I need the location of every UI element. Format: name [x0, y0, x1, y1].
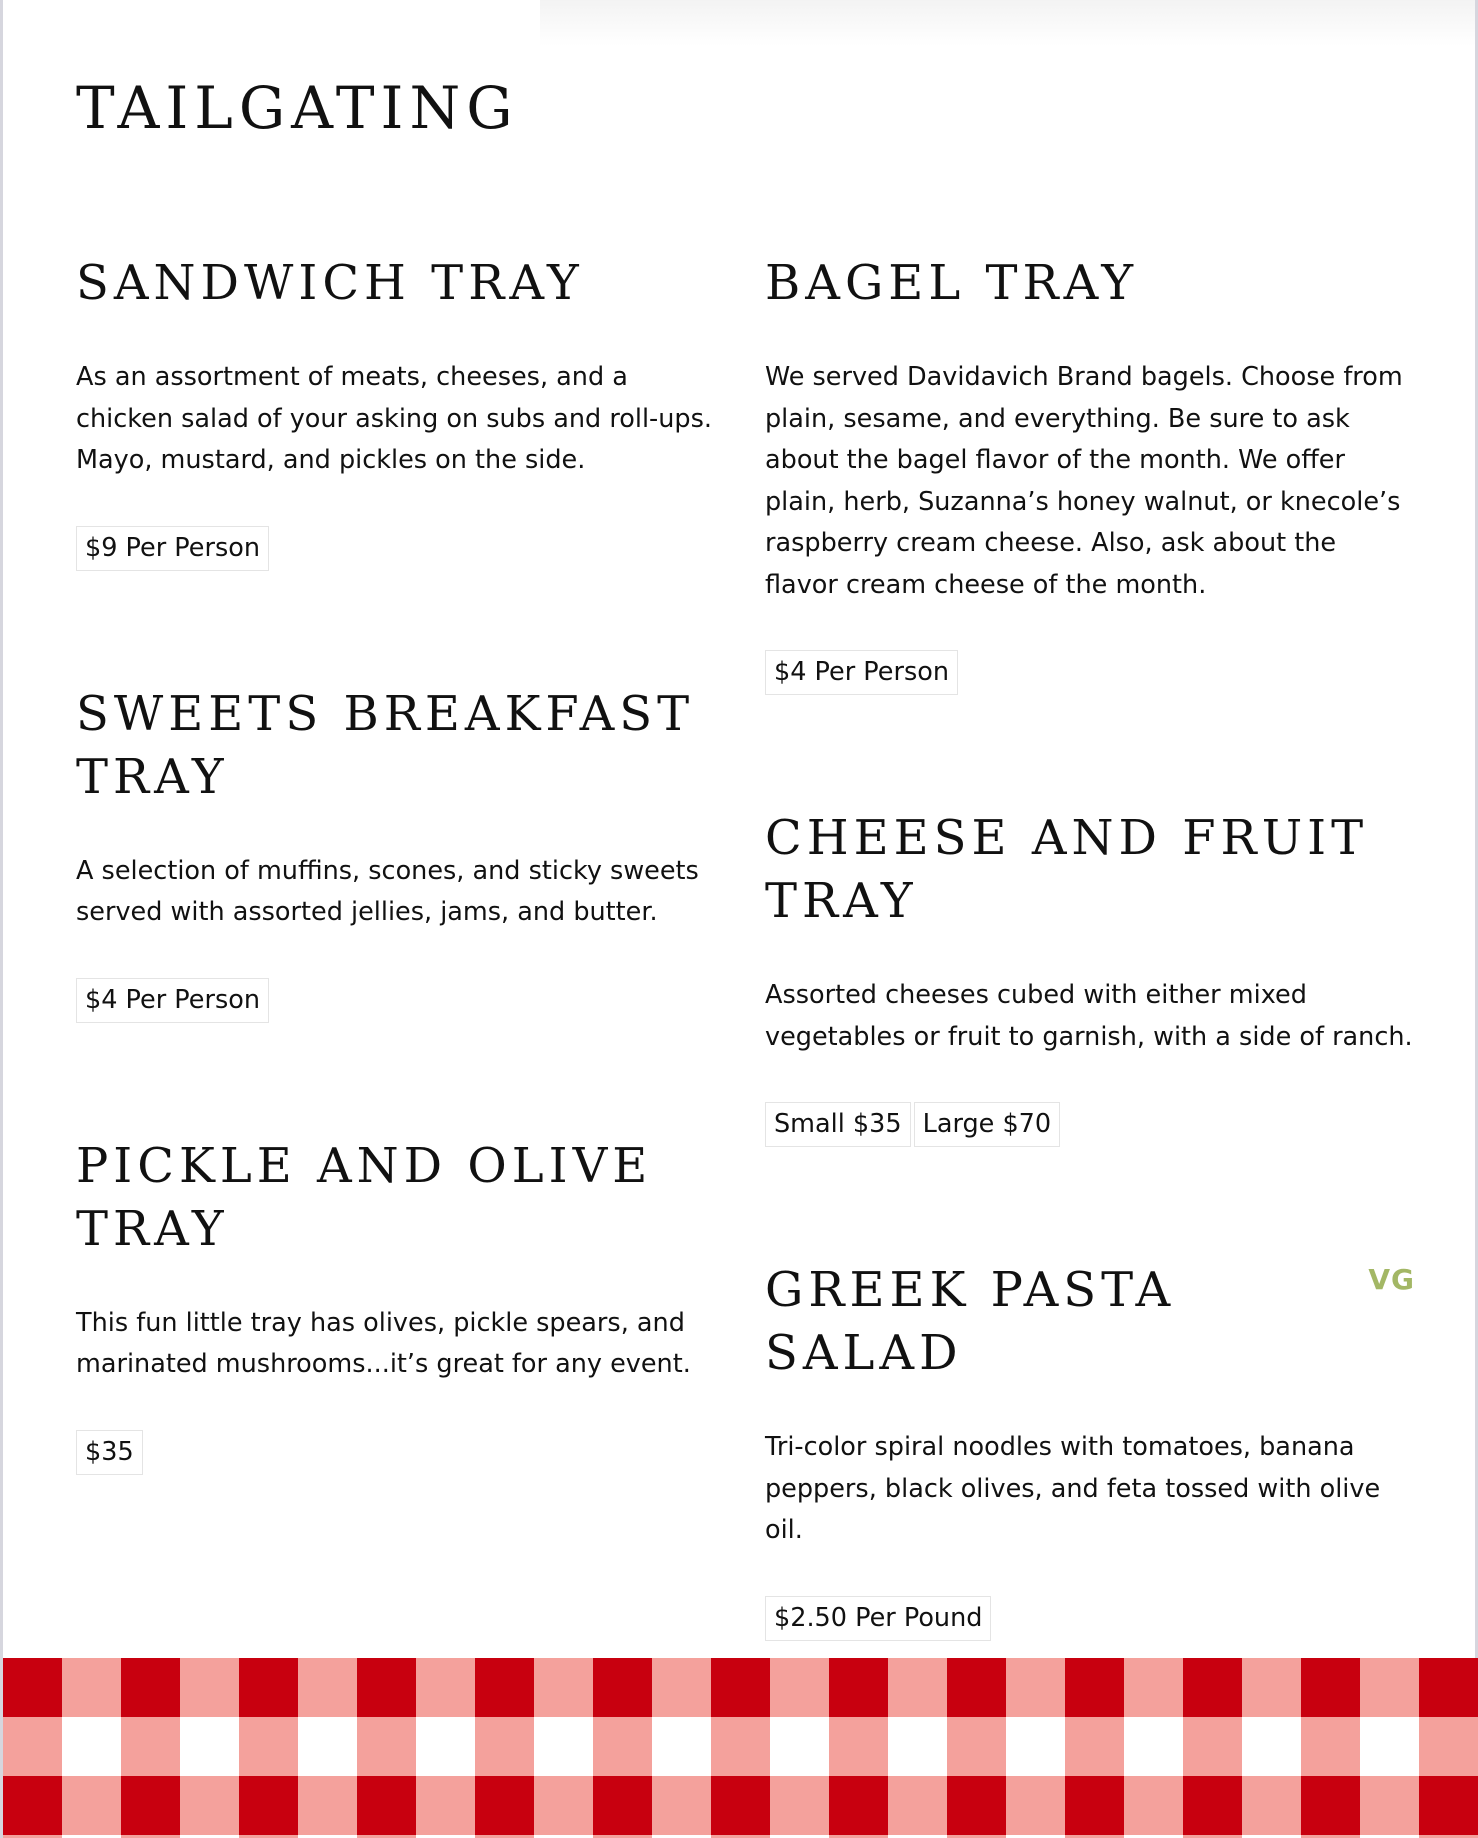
item-title: PICKLE AND OLIVE TRAY: [76, 1137, 653, 1257]
gingham-cell: [829, 1717, 888, 1776]
gingham-cell: [475, 1658, 534, 1717]
gingham-cell: [180, 1658, 239, 1717]
gingham-cell: [121, 1776, 180, 1835]
price-tag-small: Small $35: [765, 1102, 911, 1147]
gingham-cell: [711, 1776, 770, 1835]
top-shadow: [540, 0, 1475, 46]
price-group: [76, 978, 716, 1023]
gingham-cell: [711, 1717, 770, 1776]
gingham-cell: [888, 1717, 947, 1776]
gingham-cell: [947, 1776, 1006, 1835]
gingham-cell: [770, 1717, 829, 1776]
menu-item-bagel-tray: [765, 252, 1415, 695]
item-description: A selection of muffins, scones, and sticky sweets served with assorted jellies, jams, and butter.: [76, 855, 699, 927]
gingham-cell: [711, 1658, 770, 1717]
gingham-cell: [652, 1776, 711, 1835]
item-title: SWEETS BREAKFAST TRAY: [76, 685, 695, 805]
gingham-cell: [1301, 1776, 1360, 1835]
gingham-cell: [180, 1776, 239, 1835]
gingham-cell: [593, 1658, 652, 1717]
price-tag: $35: [76, 1430, 143, 1475]
item-description: We served Davidavich Brand bagels. Choose from plain, sesame, and everything. Be sure to ask about the bagel flavor of the month. We offer plain, herb, Suzanna’s honey walnut, or knecole’s raspberry cream cheese. Also, ask about the flavor cream cheese of the month.: [765, 362, 1403, 600]
gingham-cell: [1419, 1658, 1478, 1717]
gingham-cell: [298, 1717, 357, 1776]
gingham-pattern: [0, 1658, 1478, 1838]
price-group: [76, 1430, 716, 1475]
gingham-cell: [1065, 1776, 1124, 1835]
menu-item-sandwich-tray: [76, 252, 716, 571]
price-group: [765, 1102, 1415, 1147]
gingham-cell: [1242, 1776, 1301, 1835]
gingham-cell: [121, 1717, 180, 1776]
gingham-cell: [534, 1776, 593, 1835]
menu-item-greek-pasta-salad: [765, 1259, 1415, 1641]
item-description: As an assortment of meats, cheeses, and a chicken salad of your asking on subs and roll-ups. Mayo, mustard, and pickles on the side.: [76, 362, 712, 475]
gingham-cell: [770, 1658, 829, 1717]
gingham-cell: [1006, 1658, 1065, 1717]
gingham-cell: [1006, 1717, 1065, 1776]
gingham-cell: [239, 1776, 298, 1835]
gingham-cell: [534, 1717, 593, 1776]
gingham-cell: [1360, 1658, 1419, 1717]
item-description: Assorted cheeses cubed with either mixed vegetables or fruit to garnish, with a side of ranch.: [765, 980, 1413, 1052]
gingham-cell: [1124, 1776, 1183, 1835]
page-left-border: [0, 0, 3, 1838]
item-title: CHEESE AND FRUIT TRAY: [765, 810, 1369, 929]
gingham-cell: [416, 1658, 475, 1717]
gingham-cell: [357, 1717, 416, 1776]
gingham-cell: [357, 1658, 416, 1717]
gingham-cell: [1183, 1717, 1242, 1776]
gingham-cell: [62, 1776, 121, 1835]
gingham-cell: [534, 1658, 593, 1717]
gingham-cell: [1183, 1776, 1242, 1835]
item-description: This fun little tray has olives, pickle spears, and marinated mushrooms...it’s great for any event.: [76, 1307, 691, 1379]
menu-item-sweets-breakfast-tray: [76, 683, 716, 1023]
item-title: SANDWICH TRAY: [76, 255, 584, 311]
gingham-cell: [1124, 1658, 1183, 1717]
gingham-cell: [62, 1658, 121, 1717]
gingham-cell: [180, 1717, 239, 1776]
price-tag-large: Large $70: [914, 1102, 1061, 1147]
gingham-cell: [829, 1776, 888, 1835]
gingham-cell: [62, 1717, 121, 1776]
price-tag: $4 Per Person: [76, 978, 269, 1023]
gingham-cell: [593, 1776, 652, 1835]
vegetarian-badge: VG: [1368, 1263, 1415, 1296]
gingham-cell: [770, 1776, 829, 1835]
gingham-cell: [1242, 1717, 1301, 1776]
gingham-cell: [416, 1776, 475, 1835]
gingham-cell: [357, 1776, 416, 1835]
gingham-cell: [1242, 1658, 1301, 1717]
price-group: [765, 1596, 1415, 1641]
price-group: [76, 526, 716, 571]
gingham-cell: [593, 1717, 652, 1776]
gingham-cell: [1360, 1717, 1419, 1776]
gingham-cell: [1006, 1776, 1065, 1835]
gingham-cell: [298, 1776, 357, 1835]
gingham-cell: [475, 1717, 534, 1776]
price-tag: $2.50 Per Pound: [765, 1596, 991, 1641]
gingham-cell: [1183, 1658, 1242, 1717]
gingham-cell: [239, 1717, 298, 1776]
gingham-cell: [652, 1717, 711, 1776]
gingham-cell: [121, 1658, 180, 1717]
gingham-cell: [1419, 1717, 1478, 1776]
gingham-cell: [239, 1658, 298, 1717]
price-tag: $9 Per Person: [76, 526, 269, 571]
gingham-cell: [1301, 1717, 1360, 1776]
item-title-row: [765, 1259, 1415, 1385]
menu-item-pickle-and-olive-tray: [76, 1135, 716, 1475]
gingham-cell: [1360, 1776, 1419, 1835]
item-description: Tri-color spiral noodles with tomatoes, banana peppers, black olives, and feta tossed with olive oil.: [765, 1432, 1381, 1545]
gingham-cell: [1065, 1717, 1124, 1776]
gingham-cell: [947, 1658, 1006, 1717]
gingham-cell: [475, 1776, 534, 1835]
gingham-cell: [3, 1717, 62, 1776]
gingham-cell: [652, 1658, 711, 1717]
gingham-cell: [298, 1658, 357, 1717]
gingham-cell: [1065, 1658, 1124, 1717]
gingham-cell: [1124, 1717, 1183, 1776]
page-title: TAILGATING: [76, 74, 519, 142]
gingham-cell: [947, 1717, 1006, 1776]
right-menu-column: [765, 252, 1415, 1641]
item-title: BAGEL TRAY: [765, 255, 1139, 311]
menu-item-cheese-and-fruit-tray: [765, 807, 1415, 1147]
price-group: [765, 650, 1415, 695]
gingham-cell: [1419, 1776, 1478, 1835]
gingham-cell: [888, 1658, 947, 1717]
price-tag: $4 Per Person: [765, 650, 958, 695]
gingham-cell: [829, 1658, 888, 1717]
gingham-cell: [888, 1776, 947, 1835]
gingham-cell: [3, 1658, 62, 1717]
gingham-tablecloth-border: [0, 1658, 1478, 1838]
item-title: GREEK PASTA SALAD: [765, 1262, 1176, 1381]
gingham-cell: [1301, 1658, 1360, 1717]
left-menu-column: [76, 252, 716, 1475]
gingham-cell: [416, 1717, 475, 1776]
gingham-cell: [3, 1776, 62, 1835]
